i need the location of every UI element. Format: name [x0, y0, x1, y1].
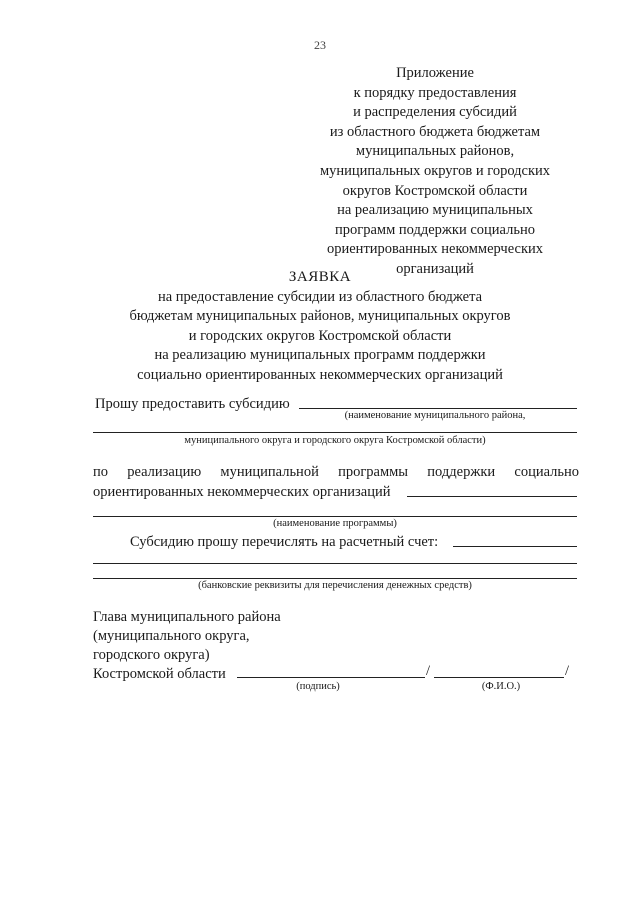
subtitle-line: бюджетам муниципальных районов, муниципальных округов	[129, 308, 511, 325]
signatory-line: городского округа)	[93, 647, 210, 663]
signatory-line: Глава муниципального района	[93, 609, 281, 625]
appendix-block	[300, 64, 570, 280]
caption-municipality-1: (наименование муниципального района,	[344, 410, 526, 421]
caption-program: (наименование программы)	[273, 518, 397, 529]
page-number: 23	[314, 38, 326, 52]
caption-full-name: (Ф.И.О.)	[481, 681, 521, 692]
municipality-field-continued[interactable]	[93, 432, 577, 433]
caption-municipality-2: муниципального округа и городского округа Костромской области)	[184, 435, 486, 446]
account-field-continued-1[interactable]	[93, 563, 577, 564]
appendix-line: к порядку предоставления	[353, 84, 517, 101]
appendix-line: организаций	[396, 260, 474, 277]
account-label: Субсидию прошу перечислять на расчетный счет:	[130, 534, 439, 550]
request-label: Прошу предоставить субсидию	[95, 396, 290, 412]
document-title: ЗАЯВКА	[288, 269, 352, 285]
subtitle-line: социально ориентированных некоммерческих организаций	[137, 366, 503, 383]
word: муниципальной	[220, 464, 319, 480]
signature-field[interactable]	[237, 677, 425, 678]
subtitle-line: и городских округов Костромской области	[188, 327, 452, 344]
appendix-line: округов Костромской области	[342, 182, 528, 199]
appendix-line: из областного бюджета бюджетам	[329, 123, 541, 140]
account-field[interactable]	[453, 546, 577, 547]
appendix-line: и распределения субсидий	[353, 104, 517, 121]
slash-separator: /	[426, 663, 431, 679]
word: реализацию	[127, 464, 202, 480]
caption-bank: (банковские реквизиты для перечисления денежных средств)	[198, 580, 472, 591]
word: социально	[514, 464, 580, 480]
appendix-line: муниципальных округов и городских	[319, 162, 551, 179]
full-name-field[interactable]	[434, 677, 564, 678]
program-line-1	[93, 463, 579, 481]
document-heading	[0, 268, 640, 386]
word: по	[93, 464, 109, 480]
signatory-line: Костромской области	[93, 666, 226, 682]
slash-separator: /	[565, 663, 570, 679]
word: программы	[338, 464, 409, 480]
appendix-line: программ поддержки социально	[335, 221, 535, 238]
signatory-title	[93, 608, 281, 684]
appendix-line: ориентированных некоммерческих	[326, 241, 543, 258]
appendix-line: на реализацию муниципальных	[337, 202, 533, 219]
signatory-line: (муниципального округа,	[93, 628, 250, 644]
program-name-field[interactable]	[407, 496, 577, 497]
appendix-line: муниципальных районов,	[355, 143, 515, 160]
subtitle-line: на реализацию муниципальных программ поддержки	[154, 347, 486, 364]
program-line-2: ориентированных некоммерческих организаций	[93, 484, 391, 500]
word: поддержки	[427, 464, 496, 480]
appendix-line: Приложение	[396, 65, 474, 81]
subtitle-line: на предоставление субсидии из областного бюджета	[157, 288, 483, 305]
caption-signature: (подпись)	[296, 681, 340, 692]
